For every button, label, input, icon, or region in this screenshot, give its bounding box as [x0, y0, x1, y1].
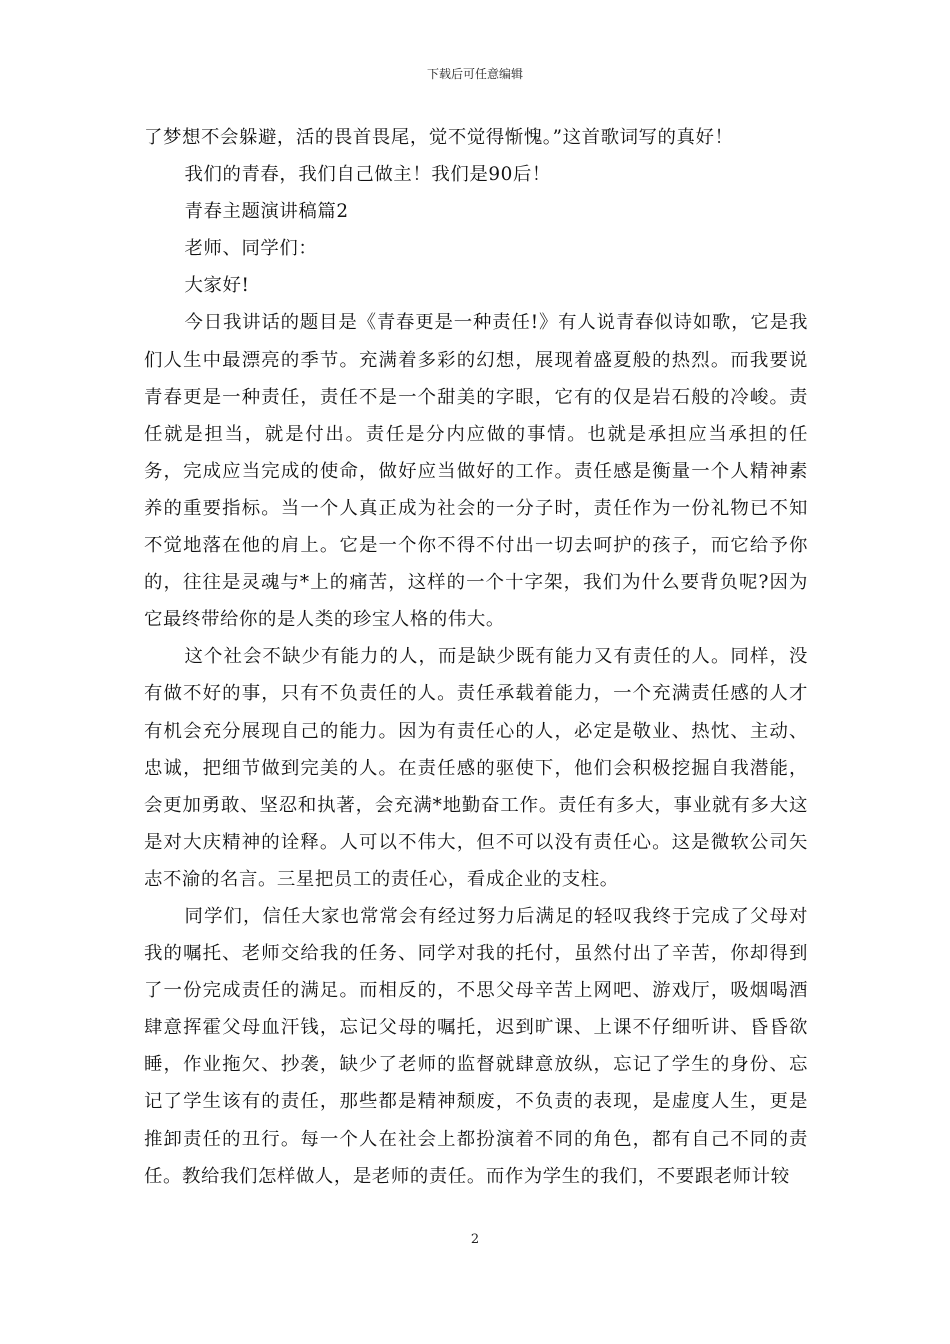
paragraph-continuation: 了梦想不会躲避，活的畏首畏尾，觉不觉得惭愧。”这首歌词写的真好！ [144, 127, 734, 148]
paragraph-body: 同学们，信任大家也常常会有经过努力后满足的轻叹我终于完成了父母对我的嘱托、老师交给我的任务、同学对我的托付，虽然付出了辛苦，你却得到了一份完成责任的满足。而相反的，不思父母辛苦上网吧、游戏厅，吸烟喝酒肆意挥霍父母血汗钱，忘记父母的嘱托，迟到旷课、上课不仔细听讲、昏昏欲睡，作业拖欠、抄袭，缺少了老师的监督就肆意放纵，忘记了学生的身份、忘记了学生该有的责任，那些都是精神颓废，不负责的表现，是虚度人生，更是推卸责任的丑行。每一个人在社会上都扮演着不同的角色，都有自己不同的责任。教给我们怎样做人，是老师的责任。而作为学生的我们，不要跟老师计较 [144, 905, 808, 1187]
paragraph-body: 今日我讲话的题目是《青春更是一种责任!》有人说青春似诗如歌，它是我们人生中最漂亮的季节。充满着多彩的幻想，展现着盛夏般的热烈。而我要说青春更是一种责任，责任不是一个甜美的字眼，它有的仅是岩石般的冷峻。责任就是担当，就是付出。责任是分内应做的事情。也就是承担应当承担的任务，完成应当完成的使命，做好应当做好的工作。责任感是衡量一个人精神素养的重要指标。当一个人真正成为社会的一分子时，责任作为一份礼物已不知不觉地落在他的肩上。它是一个你不得不付出一切去呵护的孩子，而它给予你的，往往是灵魂与*上的痛苦，这样的一个十字架，我们为什么要背负呢?因为它最终带给你的是人类的珍宝人格的伟大。 [144, 312, 808, 631]
paragraph-slogan: 我们的青春，我们自己做主！我们是90后！ [184, 164, 551, 186]
section-title: 青春主题演讲稿篇2 [184, 201, 349, 223]
page-header: 下载后可任意编辑 [426, 67, 523, 81]
document-body [144, 119, 808, 1195]
greeting: 大家好! [184, 275, 250, 297]
page-number: 2 [470, 1232, 480, 1247]
paragraph-body: 这个社会不缺少有能力的人，而是缺少既有能力又有责任的人。同样，没有做不好的事，只有不负责任的人。责任承载着能力，一个充满责任感的人才有机会充分展现自己的能力。因为有责任心的人，必定是敬业、热忱、主动、忠诚，把细节做到完美的人。在责任感的驱使下，他们会积极挖掘自我潜能，会更加勇敢、坚忍和执著，会充满*地勤奋工作。责任有多大，事业就有多大这是对大庆精神的诠释。人可以不伟大，但不可以没有责任心。这是微软公司矢志不渝的名言。三星把员工的责任心，看成企业的支柱。 [144, 646, 808, 890]
salutation: 老师、同学们： [184, 238, 318, 260]
